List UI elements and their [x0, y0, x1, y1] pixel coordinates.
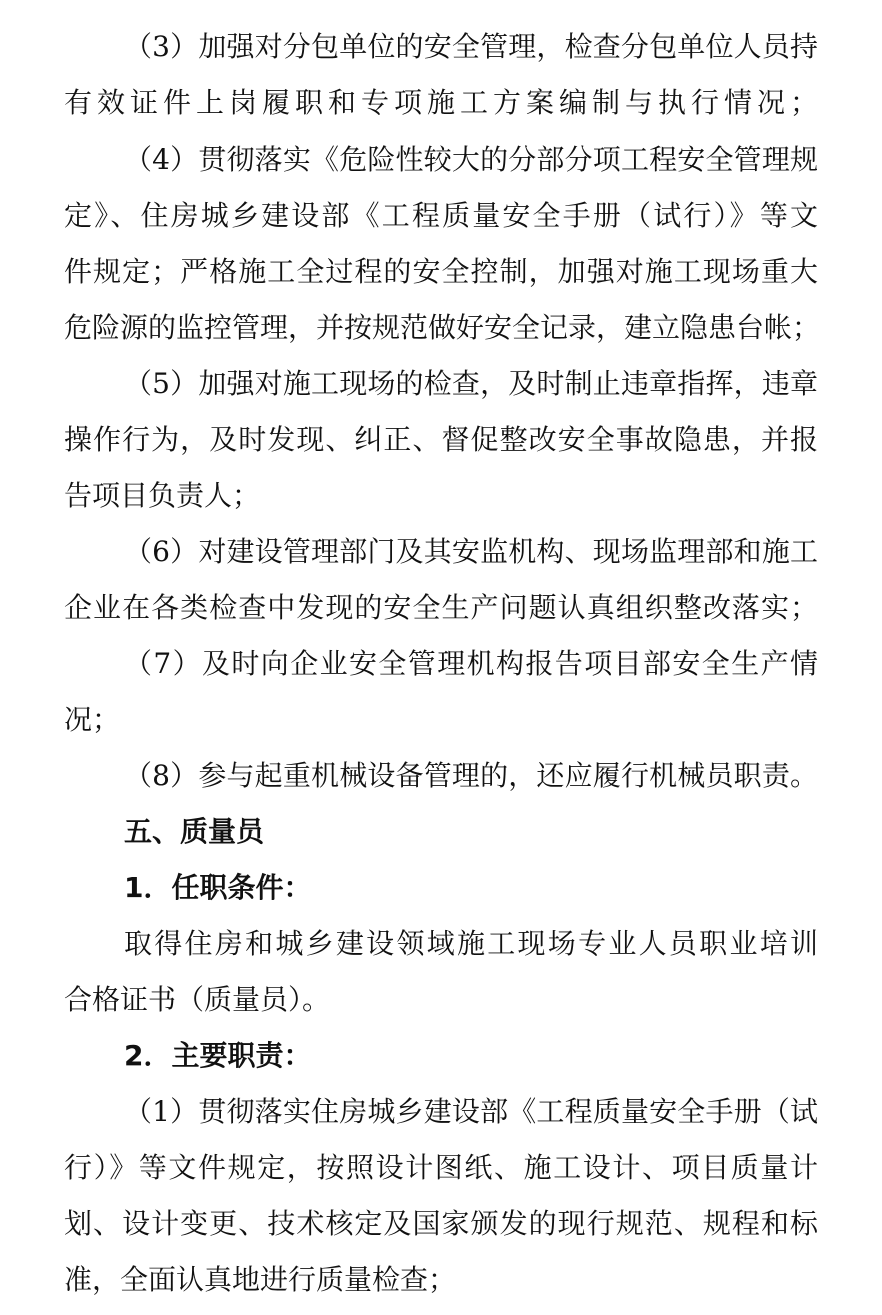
text-line: 况；: [64, 703, 121, 736]
text-line: 准，全面认真地进行质量检查；: [64, 1263, 457, 1296]
subsection-heading: 2．主要职责：: [124, 1039, 312, 1072]
text-line: （4）贯彻落实《危险性较大的分部分项工程安全管理规: [124, 143, 818, 176]
text-line: 行）》等文件规定，按照设计图纸、施工设计、项目质量计: [64, 1151, 818, 1184]
text-line: 合格证书（质量员）。: [64, 983, 331, 1016]
text-line: （8）参与起重机械设备管理的，还应履行机械员职责。: [124, 759, 818, 792]
text-line: 定》、住房城乡建设部《工程质量安全手册（试行）》等文: [64, 199, 818, 232]
text-line: 取得住房和城乡建设领域施工现场专业人员职业培训: [124, 927, 818, 960]
text-line: 操作行为，及时发现、纠正、督促整改安全事故隐患，并报: [64, 423, 818, 456]
text-line: （6）对建设管理部门及其安监机构、现场监理部和施工: [124, 535, 818, 568]
text-line: （1）贯彻落实住房城乡建设部《工程质量安全手册（试: [124, 1095, 818, 1128]
text-line: 有效证件上岗履职和专项施工方案编制与执行情况；: [64, 86, 818, 119]
text-line: 件规定；严格施工全过程的安全控制，加强对施工现场重大: [64, 255, 818, 288]
section-heading: 五、质量员: [124, 815, 265, 848]
subsection-heading: 1．任职条件：: [124, 871, 312, 904]
text-line: 告项目负责人；: [64, 479, 261, 512]
text-line: （3）加强对分包单位的安全管理，检查分包单位人员持: [124, 30, 818, 63]
text-line: （5）加强对施工现场的检查，及时制止违章指挥，违章: [124, 367, 818, 400]
text-line: 企业在各类检查中发现的安全生产问题认真组织整改落实；: [64, 591, 818, 624]
text-line: （7）及时向企业安全管理机构报告项目部安全生产情: [124, 647, 818, 680]
text-line: 划、设计变更、技术核定及国家颁发的现行规范、规程和标: [64, 1207, 818, 1240]
text-line: 危险源的监控管理，并按规范做好安全记录，建立隐患台帐；: [64, 311, 821, 344]
